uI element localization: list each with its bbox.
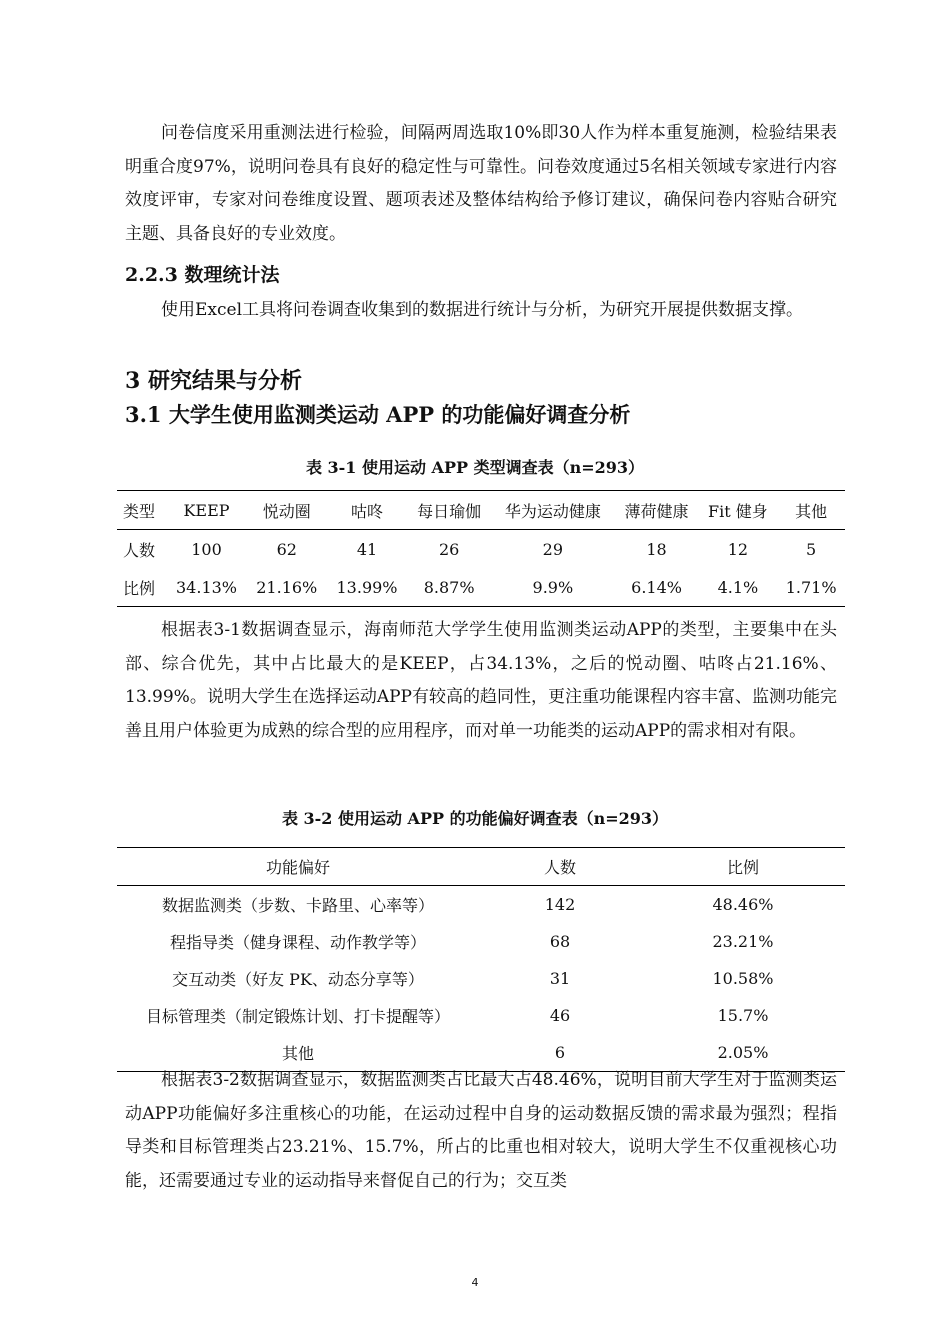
table-cell: 34.13% bbox=[166, 568, 246, 607]
page-number: 4 bbox=[471, 1276, 479, 1289]
table-header-row bbox=[117, 848, 845, 886]
heading-2-2-3: 2.2.3 数理统计法 bbox=[125, 264, 280, 286]
table-3-1 bbox=[117, 490, 845, 607]
table-row bbox=[117, 530, 845, 569]
table-header-cell: Fit 健身 bbox=[699, 491, 778, 530]
table-cell: 4.1% bbox=[699, 568, 778, 607]
table-cell: 其他 bbox=[117, 1034, 479, 1072]
table-header-cell: 功能偏好 bbox=[117, 848, 479, 886]
table-3-2 bbox=[117, 847, 845, 1072]
table-cell: 6.14% bbox=[615, 568, 699, 607]
paragraph-reliability: 问卷信度采用重测法进行检验，间隔两周选取10%即30人作为样本重复施测，检验结果表明重合度97%，说明问卷具有良好的稳定性与可靠性。问卷效度通过5名相关领域专家进行内容效度评审，专家对问卷维度设置、题项表述及整体结构给予修订建议，确保问卷内容贴合研究主题、具备良好的专业效度。 bbox=[125, 123, 837, 244]
paragraph-table-3-2-analysis: 根据表3-2数据调查显示，数据监测类占比最大占48.46%，说明目前大学生对于监测类运动APP功能偏好多注重核心的功能，在运动过程中自身的运动数据反馈的需求最为强烈；程指导类和目标管理类占23.21%、15.7%，所占的比重也相对较大，说明大学生不仅重视核心功能，还需要通过专业的运动指导来督促自己的行为；交互类 bbox=[125, 1070, 837, 1191]
table-row bbox=[117, 886, 845, 924]
table-cell: 15.7% bbox=[717, 1006, 769, 1025]
table-header-cell: 华为运动健康 bbox=[491, 491, 614, 530]
table-header-cell: 人数 bbox=[479, 848, 641, 886]
table-row bbox=[117, 568, 845, 607]
table-cell: 9.9% bbox=[491, 568, 614, 607]
heading-3-1: 3.1 大学生使用监测类运动 APP 的功能偏好调查分析 bbox=[125, 402, 631, 427]
table-cell: 46 bbox=[549, 1006, 571, 1025]
table-cell: 31 bbox=[549, 969, 571, 988]
table-cell: 目标管理类（制定锻炼计划、打卡提醒等） bbox=[145, 1007, 450, 1026]
table-row bbox=[117, 997, 845, 1034]
table-cell: 8.87% bbox=[407, 568, 491, 607]
table-header-cell: 悦动圈 bbox=[247, 491, 327, 530]
table-header-row bbox=[117, 491, 845, 530]
table-3-1-caption: 表 3-1 使用运动 APP 类型调查表（n=293） bbox=[305, 458, 645, 477]
paragraph-statistics: 使用Excel工具将问卷调查收集到的数据进行统计与分析，为研究开展提供数据支撑。 bbox=[161, 300, 804, 320]
table-cell: 62 bbox=[276, 539, 297, 559]
table-cell: 1.71% bbox=[777, 568, 845, 607]
table-cell: 程指导类（健身课程、动作教学等） bbox=[169, 933, 426, 952]
table-row bbox=[117, 923, 845, 960]
table-header-cell: 薄荷健康 bbox=[615, 491, 699, 530]
table-row bbox=[117, 960, 845, 997]
table-cell: 100 bbox=[191, 539, 222, 559]
table-cell: 21.16% bbox=[247, 568, 327, 607]
table-header-cell: 比例 bbox=[641, 848, 845, 886]
table-cell: 48.46% bbox=[712, 895, 774, 914]
table-cell: 比例 bbox=[117, 568, 166, 607]
table-cell: 18 bbox=[646, 539, 667, 559]
table-header-cell: 每日瑜伽 bbox=[407, 491, 491, 530]
table-cell: 13.99% bbox=[327, 568, 407, 607]
paragraph-table-3-1-analysis: 根据表3-1数据调查显示，海南师范大学学生使用监测类运动APP的类型，主要集中在头部、综合优先，其中占比最大的是KEEP，占34.13%，之后的悦动圈、咕咚占21.16%、13.99%。说明大学生在选择运动APP有较高的趋同性，更注重功能课程内容丰富、监测功能完善且用户体验更为成熟的综合型的应用程序，而对单一功能类的运动APP的需求相对有限。 bbox=[125, 620, 837, 741]
table-cell: 5 bbox=[806, 539, 817, 559]
table-cell: 12 bbox=[727, 539, 749, 559]
table-cell: 41 bbox=[356, 539, 378, 559]
table-cell: 142 bbox=[544, 895, 576, 914]
table-cell: 人数 bbox=[123, 540, 156, 560]
table-header-cell: KEEP bbox=[166, 491, 246, 530]
table-3-2-caption: 表 3-2 使用运动 APP 的功能偏好调查表（n=293） bbox=[281, 809, 669, 828]
table-cell: 10.58% bbox=[712, 969, 774, 988]
table-cell: 2.05% bbox=[641, 1034, 845, 1072]
table-cell: 6 bbox=[479, 1034, 641, 1072]
table-cell: 26 bbox=[438, 539, 460, 559]
table-cell: 23.21% bbox=[712, 932, 774, 951]
table-cell: 数据监测类（步数、卡路里、心率等） bbox=[161, 896, 434, 915]
heading-section-3: 3 研究结果与分析 bbox=[125, 368, 302, 394]
table-header-cell: 咕咚 bbox=[327, 491, 407, 530]
table-cell: 68 bbox=[549, 932, 571, 951]
table-header-cell: 其他 bbox=[777, 491, 845, 530]
table-cell: 29 bbox=[542, 539, 564, 559]
table-header-cell: 类型 bbox=[117, 491, 166, 530]
table-cell: 交互动类（好友 PK、动态分享等） bbox=[172, 970, 424, 989]
